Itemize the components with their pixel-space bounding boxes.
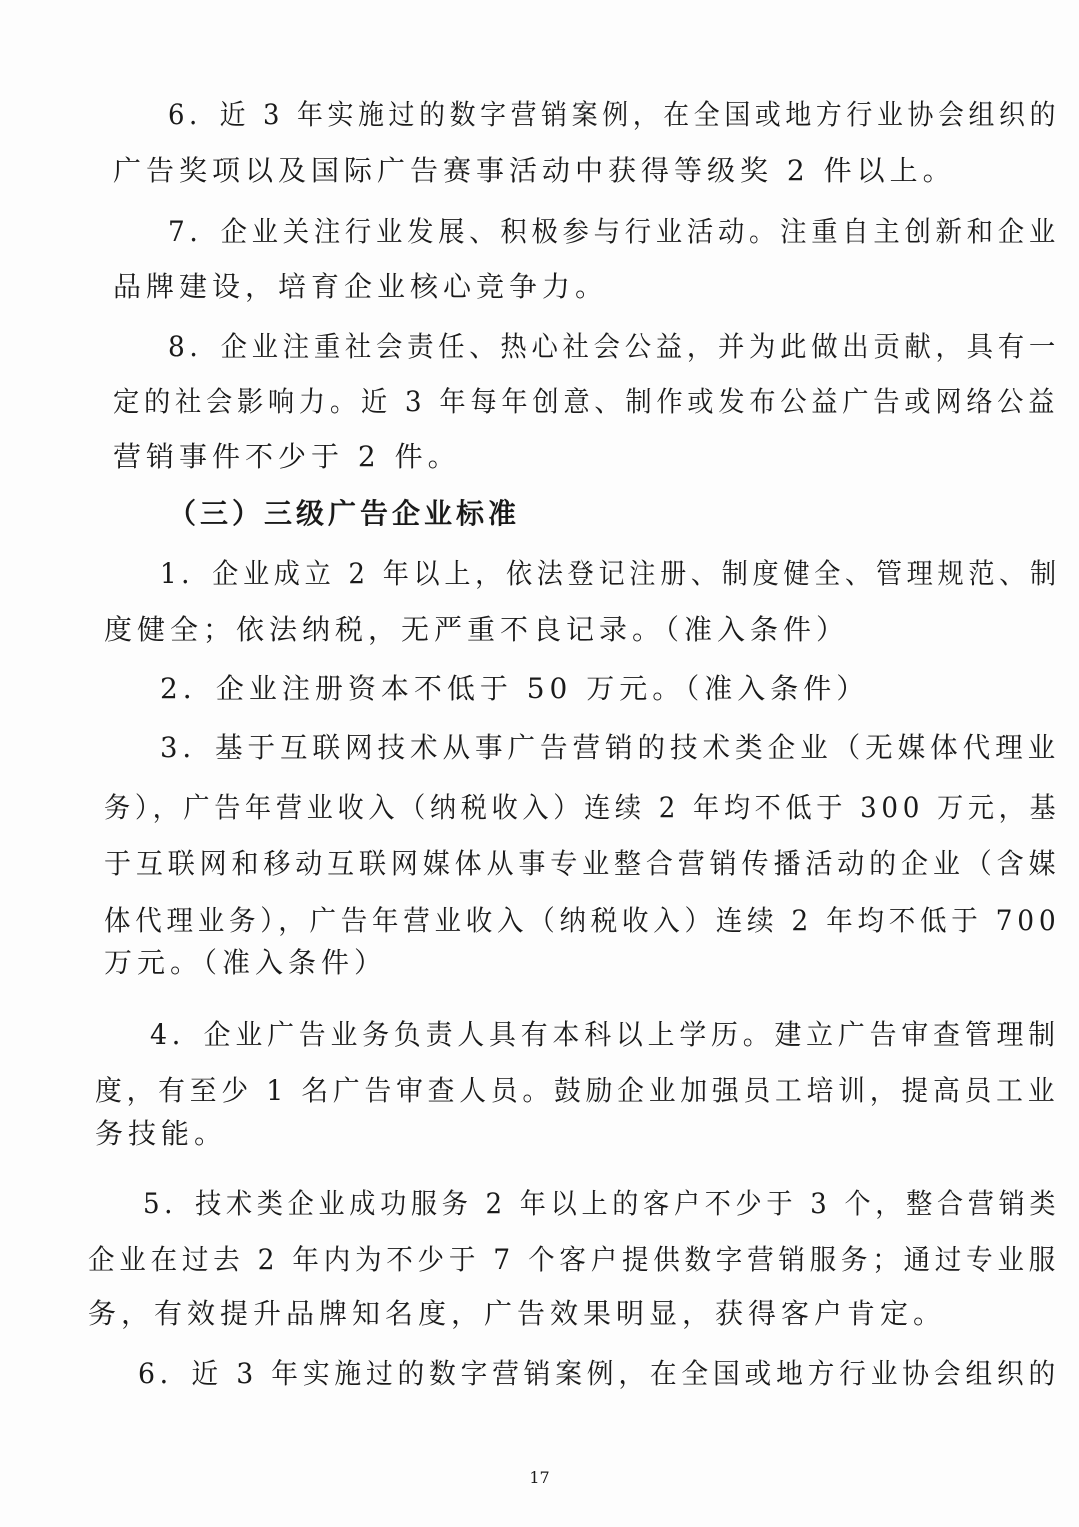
body-text-line: 4．企业广告业务负责人具有本科以上学历。建立广告审查管理制: [150, 1018, 1060, 1051]
body-text-line: 于互联网和移动互联网媒体从事专业整合营销传播活动的企业（含媒: [104, 847, 1061, 880]
body-text-line: 6．近 3 年实施过的数字营销案例，在全国或地方行业协会组织的: [168, 98, 1061, 131]
body-text-line: 营销事件不少于 2 件。: [113, 440, 461, 473]
body-text-line: 3．基于互联网技术从事广告营销的技术类企业（无媒体代理业: [160, 731, 1061, 764]
body-text-line: 5．技术类企业成功服务 2 年以上的客户不少于 3 个，整合营销类: [143, 1187, 1061, 1220]
body-text-line: 体代理业务），广告年营业收入（纳税收入）连续 2 年均不低于 700: [104, 904, 1061, 937]
body-text-line: 品牌建设，培育企业核心竞争力。: [113, 270, 609, 303]
body-text-line: 务，有效提升品牌知名度，广告效果明显，获得客户肯定。: [88, 1297, 947, 1330]
body-text-line: 务技能。: [95, 1117, 228, 1150]
section-heading: （三）三级广告企业标准: [168, 497, 521, 530]
body-text-line: 8．企业注重社会责任、热心社会公益，并为此做出贡献，具有一: [168, 330, 1060, 363]
page-number: 17: [529, 1468, 550, 1487]
body-text-line: 1．企业成立 2 年以上，依法登记注册、制度健全、管理规范、制: [160, 557, 1061, 590]
body-text-line: 7．企业关注行业发展、积极参与行业活动。注重自主创新和企业: [168, 215, 1060, 248]
body-text-line: 度健全；依法纳税，无严重不良记录。（准入条件）: [104, 613, 850, 646]
body-text-line: 定的社会影响力。近 3 年每年创意、制作或发布公益广告或网络公益: [113, 385, 1060, 418]
body-text-line: 企业在过去 2 年内为不少于 7 个客户提供数字营销服务；通过专业服: [88, 1243, 1060, 1276]
body-text-line: 万元。（准入条件）: [104, 946, 388, 979]
body-text-line: 2．企业注册资本不低于 50 万元。（准入条件）: [160, 672, 870, 705]
body-text-line: 务），广告年营业收入（纳税收入）连续 2 年均不低于 300 万元，基: [104, 791, 1061, 824]
body-text-line: 6．近 3 年实施过的数字营销案例，在全国或地方行业协会组织的: [138, 1357, 1061, 1390]
body-text-line: 度，有至少 1 名广告审查人员。鼓励企业加强员工培训，提高员工业: [95, 1074, 1060, 1107]
body-text-line: 广告奖项以及国际广告赛事活动中获得等级奖 2 件以上。: [113, 154, 956, 187]
